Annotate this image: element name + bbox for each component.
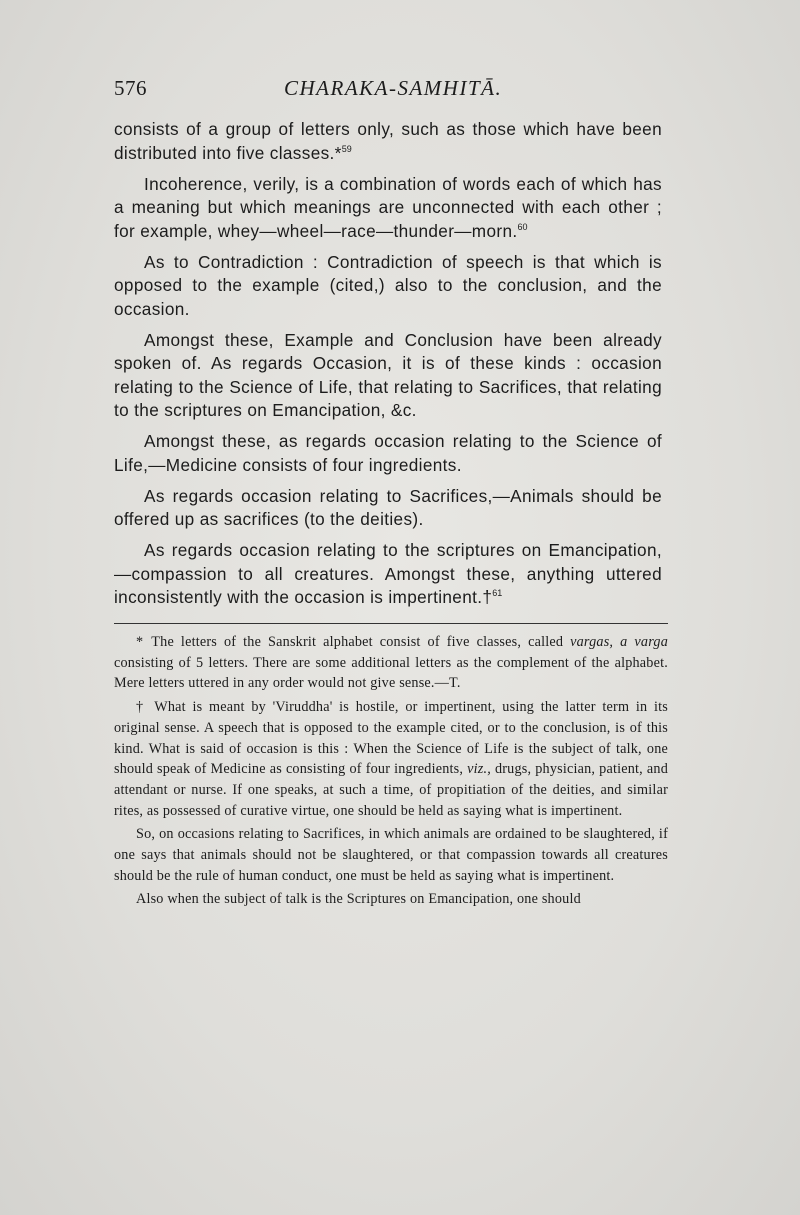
footnote-1-italic: vargas, a varga bbox=[570, 634, 668, 650]
footnote-2-mark: † bbox=[136, 699, 147, 716]
note-ref-60: 60 bbox=[517, 221, 528, 232]
paragraph-7-text: As regards occasion relating to the scriptures on Emancipation, —compassion to all creatures. Amongst these, anything uttered inconsistently with the occasion is impertinent.† bbox=[114, 540, 662, 607]
paragraph-7 bbox=[114, 539, 662, 610]
paragraph-2-text: Incoherence, verily, is a combination of words each of which has a meaning but which meanings are unconnected with each other ; for example, whey—wheel—race—thunder—morn. bbox=[114, 173, 662, 241]
footnote-2-italic: viz., bbox=[467, 761, 491, 778]
footnote-2-text-b: drugs, physician, patient, and attendant or nurse. If one speaks, at such a time, of propitiation of the deities, and similar rites, as possessed of curative virtue, one should be held as saying what is impertinent. bbox=[114, 761, 668, 819]
paragraph-1 bbox=[114, 118, 662, 165]
footnote-3: So, on occasions relating to Sacrifices, in which animals are ordained to be slaughtered, if one says that animals should not be slaughtered, or that compassion towards all creatures should be the rule of human conduct, one must be held as saying what is impertinent. bbox=[114, 826, 668, 884]
footnote-1-mark: * bbox=[136, 634, 144, 650]
paragraph-6: As regards occasion relating to Sacrifices,—Animals should be offered up as sacrifices (to the deities). bbox=[114, 485, 662, 529]
paragraph-1-text: consists of a group of letters only, such as those which have been distributed into five classes.* bbox=[114, 119, 662, 163]
running-title: CHARAKA-SAMHITĀ. bbox=[284, 76, 503, 100]
footnote-1 bbox=[114, 632, 668, 694]
paragraph-3: As to Contradiction : Contradiction of speech is that which is opposed to the example (cited,) also to the conclusion, and the occasion. bbox=[114, 251, 662, 319]
page-number: 576 bbox=[114, 76, 147, 100]
footnote-2 bbox=[114, 697, 668, 821]
note-ref-61: 61 bbox=[492, 588, 503, 598]
footnote-divider bbox=[114, 623, 668, 624]
footnote-1-text-a: The letters of the Sanskrit alphabet consist of five classes, called bbox=[151, 634, 571, 650]
footnote-4: Also when the subject of talk is the Scriptures on Emancipation, one should bbox=[136, 891, 581, 908]
paragraph-2 bbox=[114, 173, 662, 244]
footnote-1-text-b: consisting of 5 letters. There are some additional letters as the complement of the alphabet. Mere letters uttered in any order would not give sense.—T. bbox=[114, 654, 668, 692]
paragraph-5: Amongst these, as regards occasion relating to the Science of Life,—Medicine consists of four ingredients. bbox=[114, 431, 662, 475]
footnotes bbox=[114, 632, 668, 913]
main-text bbox=[114, 118, 662, 617]
note-ref-59: 59 bbox=[341, 143, 352, 154]
footnote-2-text-a: What is meant by 'Viruddha' is hostile, or impertinent, using the latter term in its original sense. A speech that is opposed to the example cited, or to the conclusion, is of this kind. What is said of occasion is this : When the Science of Life is the subject of talk, one should speak of Medicine as consisting of four ingredients, bbox=[114, 699, 668, 778]
paragraph-4: Amongst these, Example and Conclusion have been already spoken of. As regards Occasion, it is of these kinds : occasion relating to the Science of Life, that relating to Sacrifices, that relating to the scriptures on Emancipation, &c. bbox=[114, 329, 662, 420]
page-header bbox=[114, 76, 674, 104]
